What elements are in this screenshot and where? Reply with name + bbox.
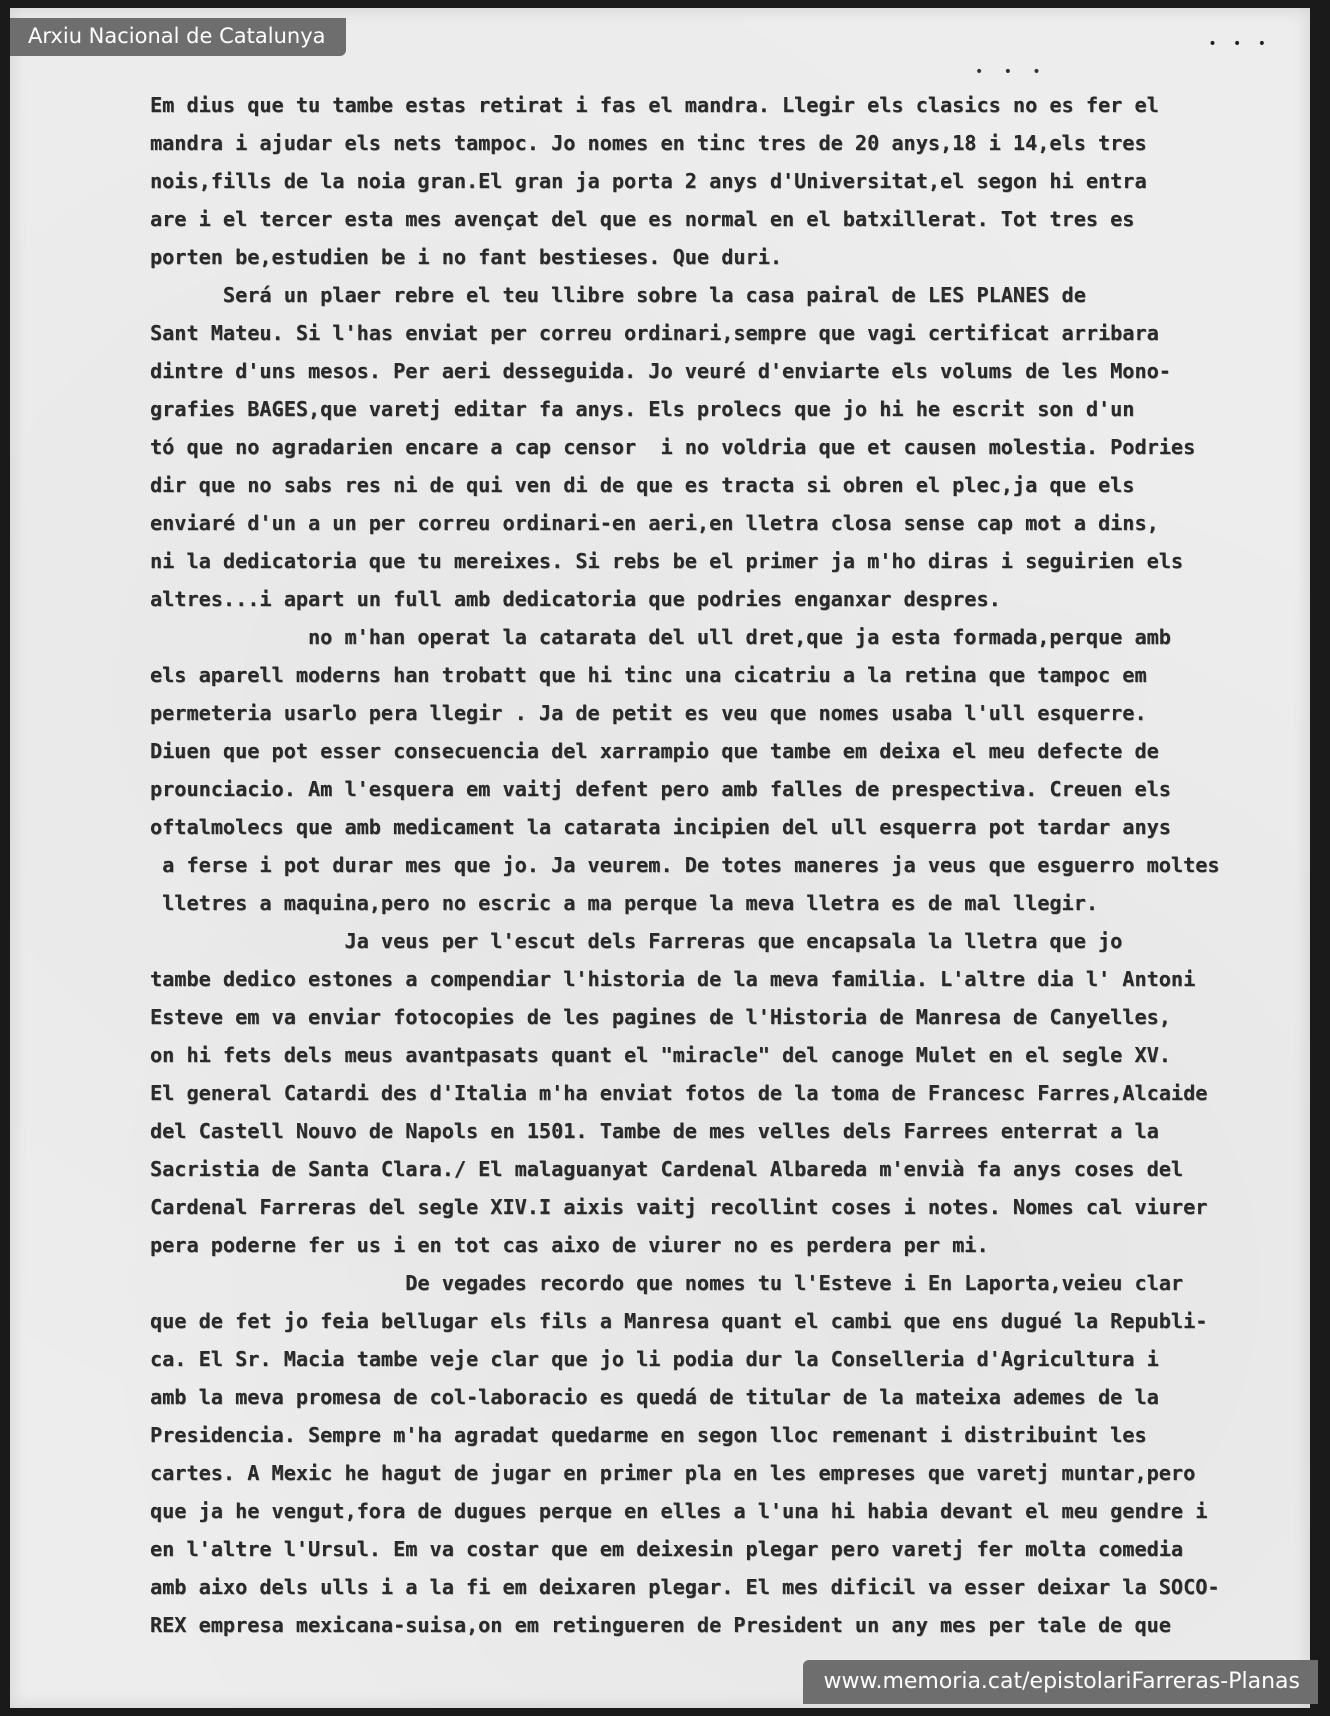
text-line: are i el tercer esta mes avençat del que es normal en el batxillerat. Tot tres es xyxy=(150,207,1135,231)
text-line: altres...i apart un full amb dedicatoria que podries enganxar despres. xyxy=(150,587,1001,611)
text-line: Esteve em va enviar fotocopies de les pagines de l'Historia de Manresa de Canyelles, xyxy=(150,1005,1171,1029)
text-line: nois,fills de la noia gran.El gran ja porta 2 anys d'Universitat,el segon hi entra xyxy=(150,169,1147,193)
text-line: ni la dedicatoria que tu mereixes. Si rebs be el primer ja m'ho diras i seguirien els xyxy=(150,549,1184,573)
page-edge-marks: • • • xyxy=(1208,36,1272,52)
text-line: pera poderne fer us i en tot cas aixo de viurer no es perdera per mi. xyxy=(150,1233,989,1257)
text-line: tambe dedico estones a compendiar l'historia de la meva familia. L'altre dia l' Antoni xyxy=(150,967,1196,991)
text-line: Sant Mateu. Si l'has enviat per correu ordinari,sempre que vagi certificat arribara xyxy=(150,321,1159,345)
text-line: Em dius que tu tambe estas retirat i fas el mandra. Llegir els clasics no es fer el xyxy=(150,93,1159,117)
text-line: porten be,estudien be i no fant bestieses. Que duri. xyxy=(150,245,783,269)
text-line: Presidencia. Sempre m'ha agradat quedarme en segon lloc remenant i distribuint les xyxy=(150,1423,1147,1447)
text-line: lletres a maquina,pero no escric a ma perque la meva lletra es de mal llegir. xyxy=(150,891,1099,915)
text-line: Ja veus per l'escut dels Farreras que encapsala la lletra que jo xyxy=(150,929,1123,953)
handwritten-marks: • • • xyxy=(975,64,1049,80)
text-line: amb aixo dels ulls i a la fi em deixaren plegar. El mes dificil va esser deixar la SOCO- xyxy=(150,1575,1220,1599)
text-line: permeteria usarlo pera llegir . Ja de petit es veu que nomes usaba l'ull esquerre. xyxy=(150,701,1147,725)
text-line: dir que no sabs res ni de qui ven di de que es tracta si obren el plec,ja que els xyxy=(150,473,1135,497)
text-line: no m'han operat la catarata del ull dret,que ja esta formada,perque amb xyxy=(150,625,1171,649)
text-line: ca. El Sr. Macia tambe veje clar que jo li podia dur la Conselleria d'Agricultura i xyxy=(150,1347,1159,1371)
text-line: El general Catardi des d'Italia m'ha enviat fotos de la toma de Francesc Farres,Alcaide xyxy=(150,1081,1208,1105)
text-line: enviaré d'un a un per correu ordinari-en aeri,en lletra closa sense cap mot a dins, xyxy=(150,511,1159,535)
text-line: oftalmolecs que amb medicament la catarata incipien del ull esquerra pot tardar anys xyxy=(150,815,1171,839)
text-line: Diuen que pot esser consecuencia del xarrampio que tambe em deixa el meu defecte de xyxy=(150,739,1159,763)
source-url-label[interactable]: www.memoria.cat/epistolariFarreras-Planas xyxy=(803,1660,1318,1704)
text-line: en l'altre l'Ursul. Em va costar que em deixesin plegar pero varetj fer molta comedia xyxy=(150,1537,1184,1561)
text-line: cartes. A Mexic he hagut de jugar en primer pla en les empreses que varetj muntar,pero xyxy=(150,1461,1196,1485)
archive-label: Arxiu Nacional de Catalunya xyxy=(10,18,346,56)
text-line: Será un plaer rebre el teu llibre sobre la casa pairal de LES PLANES de xyxy=(150,283,1086,307)
text-line: Sacristia de Santa Clara./ El malaguanyat Cardenal Albareda m'envià fa anys coses del xyxy=(150,1157,1184,1181)
text-line: prounciacio. Am l'esquera em vaitj defent pero amb falles de prespectiva. Creuen els xyxy=(150,777,1171,801)
typed-letter-body xyxy=(150,86,1290,1644)
text-line: que de fet jo feia bellugar els fils a Manresa quant el cambi que ens dugué la Republi- xyxy=(150,1309,1208,1333)
text-line: on hi fets dels meus avantpasats quant el "miracle" del canoge Mulet en el segle XV. xyxy=(150,1043,1171,1067)
text-line: que ja he vengut,fora de dugues perque en elles a l'una hi habia devant el meu gendre i xyxy=(150,1499,1208,1523)
text-line: REX empresa mexicana-suisa,on em retingueren de President un any mes per tale de que xyxy=(150,1613,1171,1637)
text-line: dintre d'uns mesos. Per aeri desseguida. Jo veuré d'enviarte els volums de les Mono- xyxy=(150,359,1171,383)
text-line: grafies BAGES,que varetj editar fa anys. Els prolecs que jo hi he escrit son d'un xyxy=(150,397,1135,421)
text-line: Cardenal Farreras del segle XIV.I aixis vaitj recollint coses i notes. Nomes cal viurer xyxy=(150,1195,1208,1219)
text-line: amb la meva promesa de col-laboracio es quedá de titular de la mateixa ademes de la xyxy=(150,1385,1159,1409)
text-line: De vegades recordo que nomes tu l'Esteve i En Laporta,veieu clar xyxy=(150,1271,1184,1295)
text-line: tó que no agradarien encare a cap censor i no voldria que et causen molestia. Podries xyxy=(150,435,1196,459)
letter-page xyxy=(10,8,1310,1708)
text-line: del Castell Nouvo de Napols en 1501. Tambe de mes velles dels Farrees enterrat a la xyxy=(150,1119,1159,1143)
text-line: els aparell moderns han trobatt que hi tinc una cicatriu a la retina que tampoc em xyxy=(150,663,1147,687)
text-line: a ferse i pot durar mes que jo. Ja veurem. De totes maneres ja veus que esguerro moltes xyxy=(150,853,1220,877)
text-line: mandra i ajudar els nets tampoc. Jo nomes en tinc tres de 20 anys,18 i 14,els tres xyxy=(150,131,1147,155)
